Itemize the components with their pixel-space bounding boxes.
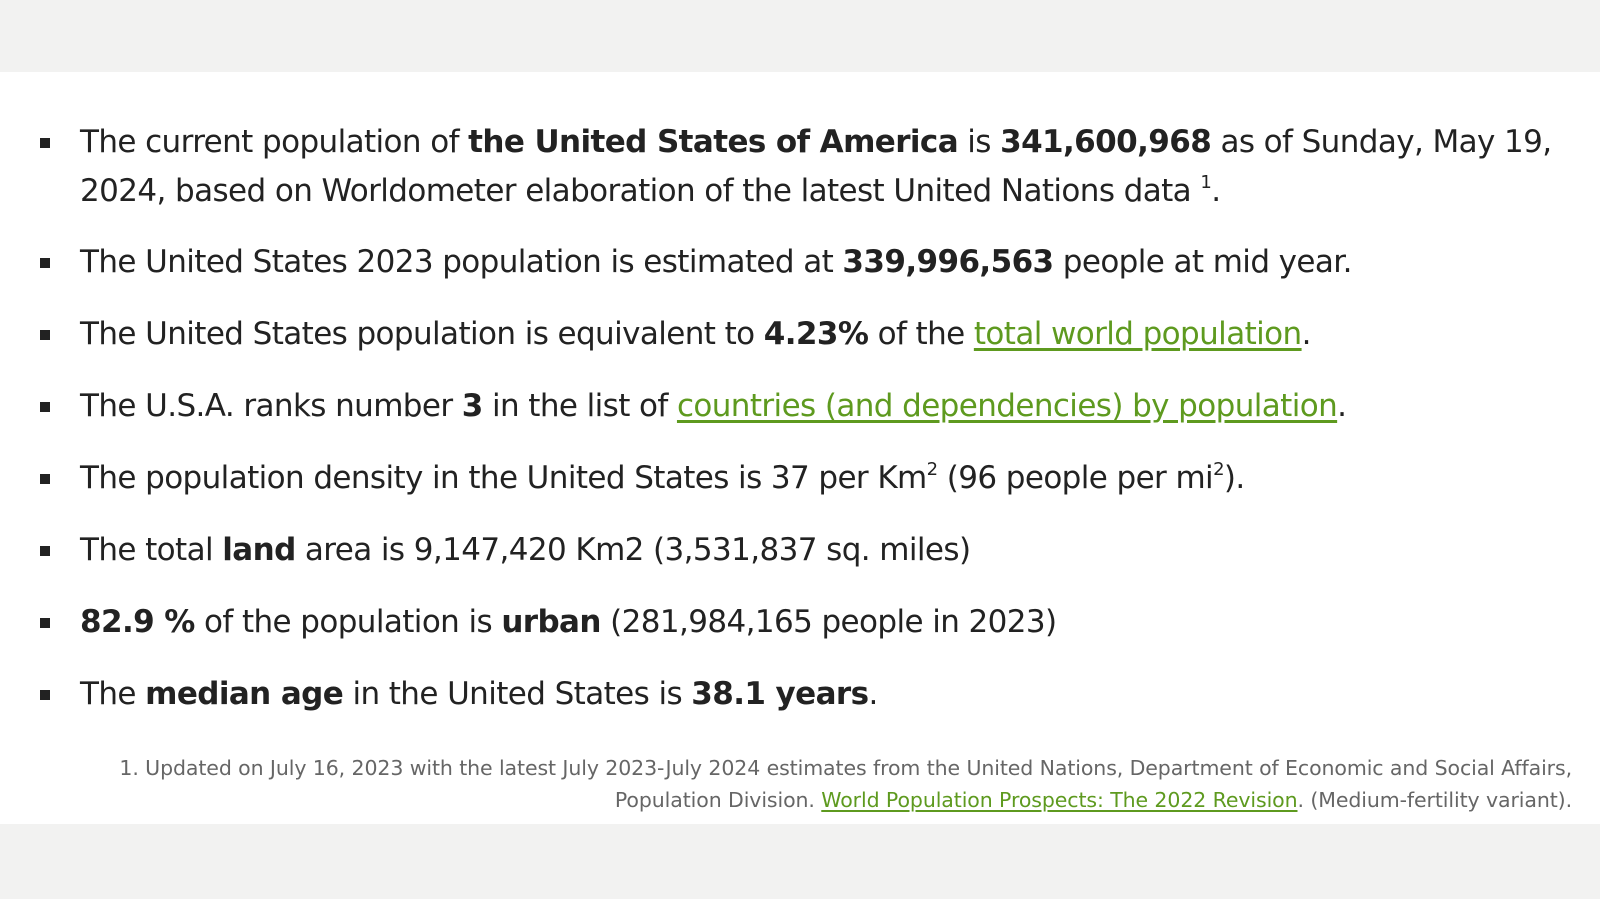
fact-text: is <box>958 124 1001 160</box>
fact-text: ). <box>1223 460 1245 496</box>
fact-text: . <box>868 676 878 712</box>
fact-text: in the list of <box>482 388 677 424</box>
fact-text: in the United States is <box>343 676 692 712</box>
fact-text: . <box>1337 388 1347 424</box>
world-share-value: 4.23% <box>763 316 869 352</box>
urban-percent-value: 82.9 % <box>80 604 195 640</box>
fact-median-age <box>0 670 1600 719</box>
fact-text: (281,984,165 people in 2023) <box>600 604 1057 640</box>
median-age-label: median age <box>145 676 344 712</box>
fact-rank <box>0 382 1600 431</box>
fact-text: (96 people per mi <box>937 460 1214 496</box>
fact-text: The United States 2023 population is estimated at <box>80 244 843 280</box>
current-population-value: 341,600,968 <box>1000 124 1212 160</box>
total-world-population-link[interactable]: total world population <box>973 316 1302 352</box>
world-population-prospects-link[interactable]: World Population Prospects: The 2022 Revision <box>821 788 1298 812</box>
footnote <box>40 752 1572 816</box>
footnote-text: . (Medium-fertility variant). <box>1297 788 1572 812</box>
fact-text: . <box>1301 316 1311 352</box>
fact-population-density <box>0 454 1600 503</box>
footnote-reference: 1 <box>1200 172 1212 193</box>
fact-land-area <box>0 526 1600 575</box>
fact-text: of the <box>868 316 974 352</box>
content-panel <box>0 72 1600 824</box>
land-label: land <box>222 532 296 568</box>
median-age-value: 38.1 years <box>691 676 869 712</box>
fact-text: The total <box>80 532 223 568</box>
footnote-text: 1. Updated on July 16, 2023 with the latest July 2023-July 2024 estimates from the United Nations, Department of Economic and Social Affairs, Population Division. <box>119 756 1572 812</box>
fact-text: area is 9,147,420 Km2 (3,531,837 sq. miles) <box>295 532 971 568</box>
fact-2023-population <box>0 238 1600 287</box>
fact-text: The <box>80 676 146 712</box>
fact-text: of the population is <box>194 604 502 640</box>
fact-text: . <box>1211 173 1221 209</box>
fact-text: The United States population is equivalent to <box>80 316 764 352</box>
fact-text: The population density in the United States is 37 per Km <box>80 460 927 496</box>
fact-text: The U.S.A. ranks number <box>80 388 462 424</box>
fact-text: as of Sunday, May 19, 2024, based on Worldometer elaboration of the latest United Nations data <box>80 124 1552 209</box>
fact-current-population <box>0 118 1600 216</box>
country-name: the United States of America <box>468 124 959 160</box>
fact-urban-population <box>0 598 1600 647</box>
superscript-mi: 2 <box>1213 459 1224 480</box>
fact-text: The current population of <box>80 124 469 160</box>
population-2023-value: 339,996,563 <box>842 244 1054 280</box>
rank-value: 3 <box>461 388 483 424</box>
superscript-km: 2 <box>926 459 938 480</box>
countries-by-population-link[interactable]: countries (and dependencies) by population <box>676 388 1338 424</box>
urban-label: urban <box>501 604 601 640</box>
fact-world-share <box>0 310 1600 359</box>
population-facts-list <box>0 118 1600 719</box>
fact-text: people at mid year. <box>1053 244 1352 280</box>
